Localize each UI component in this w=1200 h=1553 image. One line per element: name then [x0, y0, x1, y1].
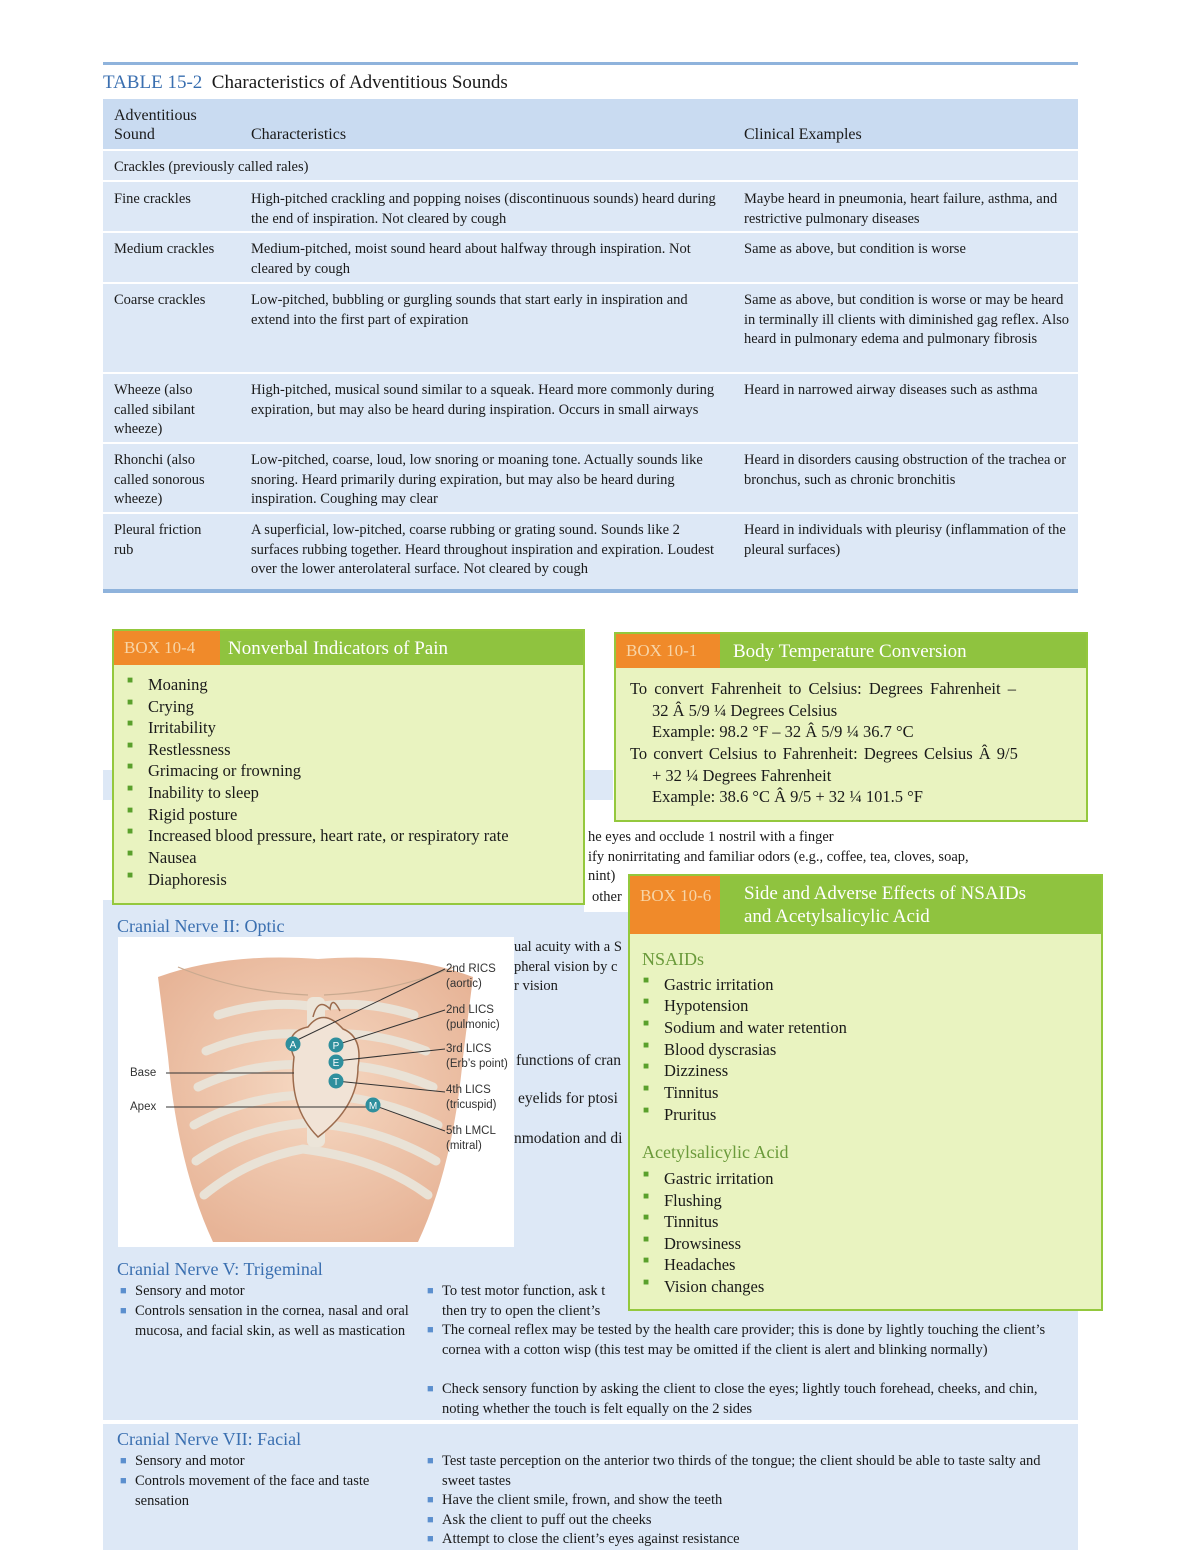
group-label: Crackles (previously called rales)	[114, 159, 309, 175]
table-bottom-rule	[103, 589, 1078, 593]
optic-fragment: ual acuity with a S	[514, 939, 622, 955]
optic-fragment: nmodation and di	[514, 1130, 623, 1147]
nsaid-effect-item: ■ Tinnitus	[643, 1083, 719, 1102]
nsaid-effect-item: ■ Blood dyscrasias	[643, 1040, 777, 1059]
pain-indicator-item: ■ Restlessness	[127, 740, 231, 759]
fig-label-2nd-lics: 2nd LICS	[446, 1004, 494, 1016]
cell-characteristics: Low-pitched, bubbling or gurgling sounds that start early in inspiration and extend into the first part of expiration	[251, 292, 688, 328]
asa-effect-item: ■ Tinnitus	[643, 1212, 719, 1231]
cell-examples: Same as above, but condition is worse or may be heard in terminally ill clients with diminished gag reflex. Also heard in pulmonary edema and pulmonary fibrosis	[744, 292, 1069, 347]
nsaid-effect-item: ■ Pruritus	[643, 1105, 717, 1124]
cell-examples: Heard in disorders causing obstruction of the trachea or bronchus, such as chronic bronchitis	[744, 452, 1067, 488]
optic-heading: Cranial Nerve II: Optic	[117, 916, 285, 936]
box-nsaid-effects	[628, 874, 1103, 1311]
temp-line: To convert Celsius to Fahrenheit: Degrees Celsius Â 9/5	[630, 744, 1018, 763]
trigeminal-right-item: ■ To test motor function, ask t	[427, 1283, 606, 1299]
table-row	[103, 512, 1078, 591]
header-examples: Clinical Examples	[744, 126, 862, 143]
asa-effect-item: ■ Drowsiness	[643, 1234, 741, 1253]
box-title-line1: Side and Adverse Effects of NSAIDs	[744, 883, 1026, 904]
table-row	[103, 282, 1078, 374]
cell-examples: Same as above, but condition is worse	[744, 241, 966, 257]
asa-effect-item: ■ Flushing	[643, 1191, 722, 1210]
temp-line: + 32 ¼ Degrees Fahrenheit	[652, 766, 832, 785]
pain-indicator-item: ■ Increased blood pressure, heart rate, or respiratory rate	[127, 826, 509, 845]
cell-characteristics: Low-pitched, coarse, loud, low snoring or moaning tone. Actually sounds like snoring. Heard primarily during expiration, but may also be heard during inspiration. Coughing may clear	[251, 452, 703, 507]
box-label: BOX 10-1	[616, 634, 720, 668]
box-temperature-conversion	[614, 632, 1088, 822]
header-sound: Adventitious Sound	[114, 107, 197, 143]
trigeminal-heading: Cranial Nerve V: Trigeminal	[117, 1259, 323, 1279]
pain-indicator-item: ■ Rigid posture	[127, 805, 238, 824]
fig-label-base: Base	[130, 1067, 157, 1079]
nsaids-heading: NSAIDs	[642, 949, 705, 969]
table-title	[103, 72, 508, 94]
temp-line: Example: 98.2 °F – 32 Â 5/9 ¼ 36.7 °C	[652, 722, 914, 741]
cell-examples: Heard in narrowed airway diseases such as asthma	[744, 382, 1038, 398]
facial-right-item: ■ Attempt to close the client’s eyes against resistance	[427, 1531, 740, 1547]
nsaid-effect-item: ■ Hypotension	[643, 996, 749, 1015]
cell-characteristics: Medium-pitched, moist sound heard about halfway through inspiration. Not cleared by cough	[251, 241, 691, 277]
nsaid-effect-item: ■ Sodium and water retention	[643, 1018, 847, 1037]
facial-left-item: ■ Sensory and motor	[120, 1453, 245, 1469]
table-title-text: Characteristics of Adventitious Sounds	[211, 72, 508, 93]
box-title	[744, 876, 1026, 934]
table-group-row	[103, 149, 1078, 182]
erbs-point-marker-label: E	[332, 1058, 340, 1069]
header-characteristics: Characteristics	[251, 126, 347, 143]
box-header	[616, 634, 1086, 668]
optic-fragment: r vision	[514, 978, 558, 994]
cell-characteristics: A superficial, low-pitched, coarse rubbing or grating sound. Sounds like 2 surfaces rubbing together. Heard throughout inspiration and expiration. Loudest over the lower anterolateral surface. Not cleared by cough	[251, 522, 715, 577]
fig-label-mitral: (mitral)	[446, 1140, 482, 1152]
box-nonverbal-pain	[112, 629, 585, 905]
cell-sound: Wheeze (also called sibilant wheeze)	[114, 382, 195, 437]
asa-effect-item: ■ Vision changes	[643, 1277, 765, 1296]
facial-right-item: ■ Ask the client to puff out the cheeks	[427, 1512, 652, 1528]
optic-fragment: pheral vision by c	[514, 959, 618, 975]
pain-indicator-item: ■ Grimacing or frowning	[127, 761, 302, 780]
table-row	[103, 180, 1078, 233]
box-label: BOX 10-4	[114, 631, 220, 665]
fig-label-tricuspid: (tricuspid)	[446, 1099, 497, 1111]
box-label: BOX 10-6	[630, 876, 720, 934]
pain-indicator-item: ■ Moaning	[127, 675, 208, 694]
trigeminal-right-item: ■ The corneal reflex may be tested by the health care provider; this is done by lightly touching the client’s cornea with a cotton wisp (this test may be omitted if the client is alert and blinking normally)	[427, 1322, 1046, 1358]
pain-indicator-item: ■ Crying	[127, 697, 194, 716]
pain-indicator-item: ■ Nausea	[127, 848, 197, 867]
adventitious-sounds-table	[103, 99, 1078, 589]
box-title: Nonverbal Indicators of Pain	[228, 637, 449, 659]
cell-sound: Fine crackles	[114, 191, 191, 207]
facial-heading: Cranial Nerve VII: Facial	[117, 1429, 302, 1449]
box-title-line2: and Acetylsalicylic Acid	[744, 906, 930, 927]
fig-label-2nd-rics: 2nd RICS	[446, 963, 496, 975]
cell-sound: Rhonchi (also called sonorous wheeze)	[114, 452, 205, 507]
cell-examples: Heard in individuals with pleurisy (inflammation of the pleural surfaces)	[744, 522, 1066, 558]
temp-line: To convert Fahrenheit to Celsius: Degrees Fahrenheit –	[630, 679, 1016, 698]
fig-label-aortic: (aortic)	[446, 978, 482, 990]
olfactory-line: he eyes and occlude 1 nostril with a finger	[588, 829, 834, 845]
temp-line: Example: 38.6 °C Â 9/5 + 32 ¼ 101.5 °F	[652, 787, 923, 806]
facial-right-item: ■ Test taste perception on the anterior two thirds of the tongue; the client should be able to taste salty and sweet tastes	[427, 1453, 1041, 1489]
box-title: Body Temperature Conversion	[733, 640, 967, 662]
other-fragment: other	[592, 889, 622, 905]
box-header	[114, 631, 583, 665]
fig-label-erbs-point: (Erb’s point)	[446, 1058, 508, 1070]
fig-label-5th-lmcl: 5th LMCL	[446, 1125, 496, 1137]
pain-indicator-item: ■ Diaphoresis	[127, 870, 227, 889]
olfactory-line: ify nonirritating and familiar odors (e.g., coffee, tea, cloves, soap,	[588, 849, 969, 865]
background-band	[588, 770, 613, 800]
pain-indicator-item: ■ Inability to sleep	[127, 783, 259, 802]
fig-label-apex: Apex	[130, 1101, 157, 1113]
cell-sound: Medium crackles	[114, 241, 215, 257]
trigeminal-left-item: ■ Controls sensation in the cornea, nasal and oral mucosa, and facial skin, as well as mastication	[120, 1303, 409, 1339]
aortic-marker-label: A	[289, 1040, 297, 1051]
mitral-marker-label: M	[368, 1101, 378, 1112]
table-header-row	[103, 99, 1078, 149]
pain-indicator-item: ■ Irritability	[127, 718, 216, 737]
cell-characteristics: High-pitched crackling and popping noises (discontinuous sounds) heard during the end of inspiration. Not cleared by cough	[251, 191, 716, 227]
nsaid-effect-item: ■ Gastric irritation	[643, 975, 774, 994]
fig-label-pulmonic: (pulmonic)	[446, 1019, 500, 1031]
asa-heading: Acetylsalicylic Acid	[642, 1142, 789, 1162]
optic-fragment: eyelids for ptosi	[518, 1090, 618, 1107]
facial-left-item: ■ Controls movement of the face and taste sensation	[120, 1473, 370, 1509]
table-row	[103, 442, 1078, 514]
fig-label-4th-lics: 4th LICS	[446, 1084, 491, 1096]
asa-effect-item: ■ Gastric irritation	[643, 1169, 774, 1188]
box-header	[630, 876, 1101, 934]
nsaid-effect-item: ■ Dizziness	[643, 1061, 729, 1080]
table-row	[103, 372, 1078, 444]
trigeminal-left-item: ■ Sensory and motor	[120, 1283, 245, 1299]
temp-line: 32 Â 5/9 ¼ Degrees Celsius	[652, 701, 838, 720]
cell-sound: Pleural friction rub	[114, 522, 202, 558]
pulmonic-marker-label: P	[332, 1041, 340, 1052]
table-label: TABLE 15-2	[103, 72, 203, 93]
background-divider	[103, 1420, 1078, 1424]
facial-right-item: ■ Have the client smile, frown, and show the teeth	[427, 1492, 723, 1508]
trigeminal-right-item: ■ Check sensory function by asking the client to close the eyes; lightly touch forehead, cheeks, and chin, noting whether the touch is felt equally on the 2 sides	[427, 1381, 1038, 1417]
asa-effect-item: ■ Headaches	[643, 1255, 736, 1274]
olfactory-line: nint)	[588, 868, 616, 884]
fig-label-3rd-lics: 3rd LICS	[446, 1043, 492, 1055]
optic-fragment: functions of cran	[516, 1052, 622, 1069]
table-row	[103, 231, 1078, 284]
cell-examples: Maybe heard in pneumonia, heart failure, asthma, and restrictive pulmonary diseases	[744, 191, 1058, 227]
cell-sound: Coarse crackles	[114, 292, 206, 308]
cell-characteristics: High-pitched, musical sound similar to a squeak. Heard more commonly during expiration, but may also be heard during inspiration. Occurs in small airways	[251, 382, 715, 418]
table-top-rule	[103, 62, 1078, 65]
tricuspid-marker-label: T	[332, 1077, 340, 1088]
trigeminal-right-item-cont: then try to open the client’s	[442, 1303, 601, 1319]
